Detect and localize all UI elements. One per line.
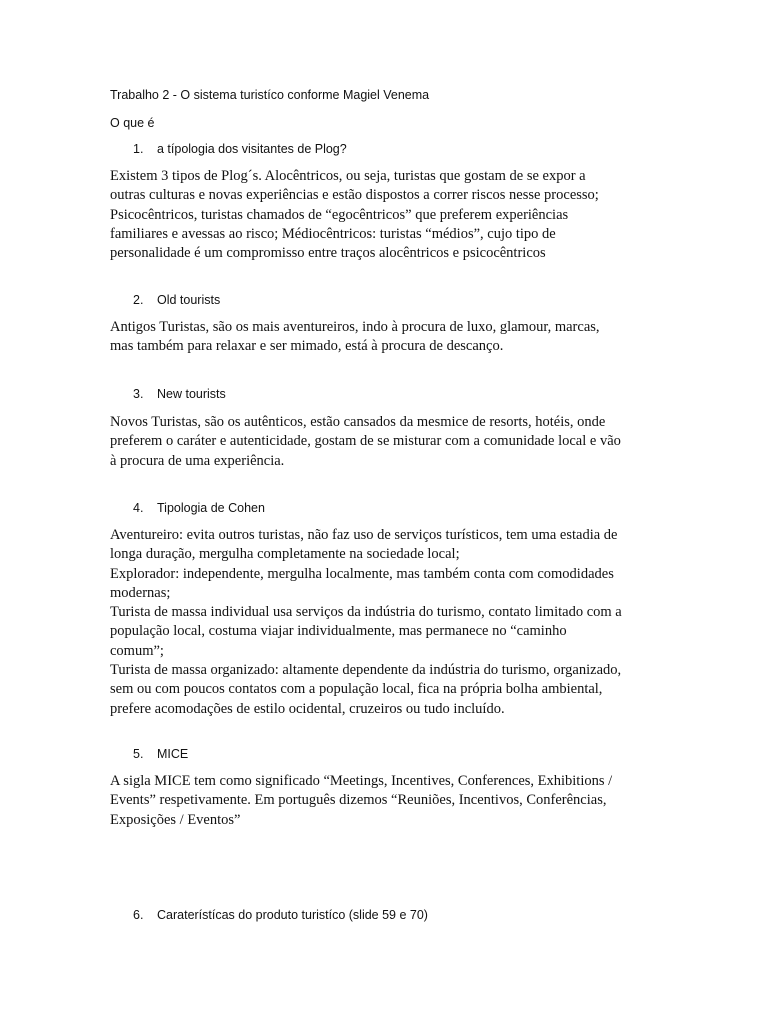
section-1-heading: [133, 140, 347, 158]
section-heading-text: a típologia dos visitantes de Plog?: [157, 142, 347, 156]
body-line: Turista de massa organizado: altamente dependente da indústria do turismo, organizado,: [110, 662, 622, 679]
body-line: A sigla MICE tem como significado “Meetings, Incentives, Conferences, Exhibitions /: [110, 773, 613, 789]
section-heading-text: MICE: [157, 747, 189, 761]
body-line: Novos Turistas, são os autênticos, estão cansados da mesmice de resorts, hotéis, onde: [110, 414, 606, 430]
section-number: 4.: [133, 501, 144, 515]
body-line: Existem 3 tipos de Plog´s. Alocêntricos, ou seja, turistas que gostam de se expor a: [110, 168, 586, 184]
body-line: preferem o caráter e autenticidade, gostam de se misturar com a comunidade local e vão: [110, 433, 621, 450]
body-line: longa duração, mergulha completamente na sociedade local;: [110, 546, 460, 563]
section-4-heading: [133, 499, 265, 517]
section-3-heading: [133, 385, 226, 403]
body-line: sem ou com poucos contatos com a população local, fica na própria bolha ambiental,: [110, 681, 603, 698]
section-number: 1.: [133, 142, 144, 156]
body-line: comum”;: [110, 642, 164, 659]
section-1-body: [110, 167, 670, 263]
body-line: Turista de massa individual usa serviços da indústria do turismo, contato limitado com a: [110, 604, 622, 621]
section-heading-text: New tourists: [157, 387, 226, 401]
body-line: população local, costuma viajar individualmente, mas permanece no “caminho: [110, 623, 567, 640]
section-number: 2.: [133, 293, 144, 307]
section-6-heading: [133, 906, 428, 924]
section-number: 5.: [133, 747, 144, 761]
document-title: Trabalho 2 - O sistema turistíco conforme Magiel Venema: [110, 88, 430, 102]
body-line: mas também para relaxar e ser mimado, está à procura de descanço.: [110, 338, 504, 355]
body-line: Antigos Turistas, são os mais aventureiros, indo à procura de luxo, glamour, marcas,: [110, 319, 600, 335]
body-line: Psicocêntricos, turistas chamados de “egocêntricos” que preferem experiências: [110, 206, 569, 223]
section-5-body: [110, 772, 670, 830]
body-line: Explorador: independente, mergulha localmente, mas também conta com comodidades: [110, 565, 614, 582]
body-line: Aventureiro: evita outros turistas, não faz uso de serviços turísticos, tem uma estadia de: [110, 527, 618, 543]
body-line: modernas;: [110, 584, 171, 601]
intro-question: O que é: [110, 116, 155, 130]
body-line: Events” respetivamente. Em português dizemos “Reuniões, Incentivos, Conferências,: [110, 792, 607, 809]
body-line: prefere acomodações de estilo ocidental, cruzeiros ou tudo incluído.: [110, 700, 505, 717]
section-5-heading: [133, 745, 188, 763]
body-line: Exposições / Eventos”: [110, 811, 241, 828]
section-2-body: [110, 318, 670, 357]
section-2-heading: [133, 291, 220, 309]
section-heading-text: Old tourists: [157, 293, 221, 307]
section-heading-text: Caraterístícas do produto turistíco (slide 59 e 70): [157, 908, 428, 922]
section-number: 3.: [133, 387, 144, 401]
body-line: outras culturas e novas experiências e estão dispostos a correr riscos nesse processo;: [110, 187, 599, 204]
section-4-body: [110, 526, 670, 719]
body-line: à procura de uma experiência.: [110, 452, 285, 469]
section-heading-text: Tipologia de Cohen: [157, 501, 265, 515]
section-3-body: [110, 413, 670, 471]
body-line: personalidade é um compromisso entre traços alocêntricos e psicocêntricos: [110, 245, 546, 262]
section-number: 6.: [133, 908, 144, 922]
body-line: familiares e avessas ao risco; Médiocêntricos: turistas “médios”, cujo tipo de: [110, 225, 556, 242]
